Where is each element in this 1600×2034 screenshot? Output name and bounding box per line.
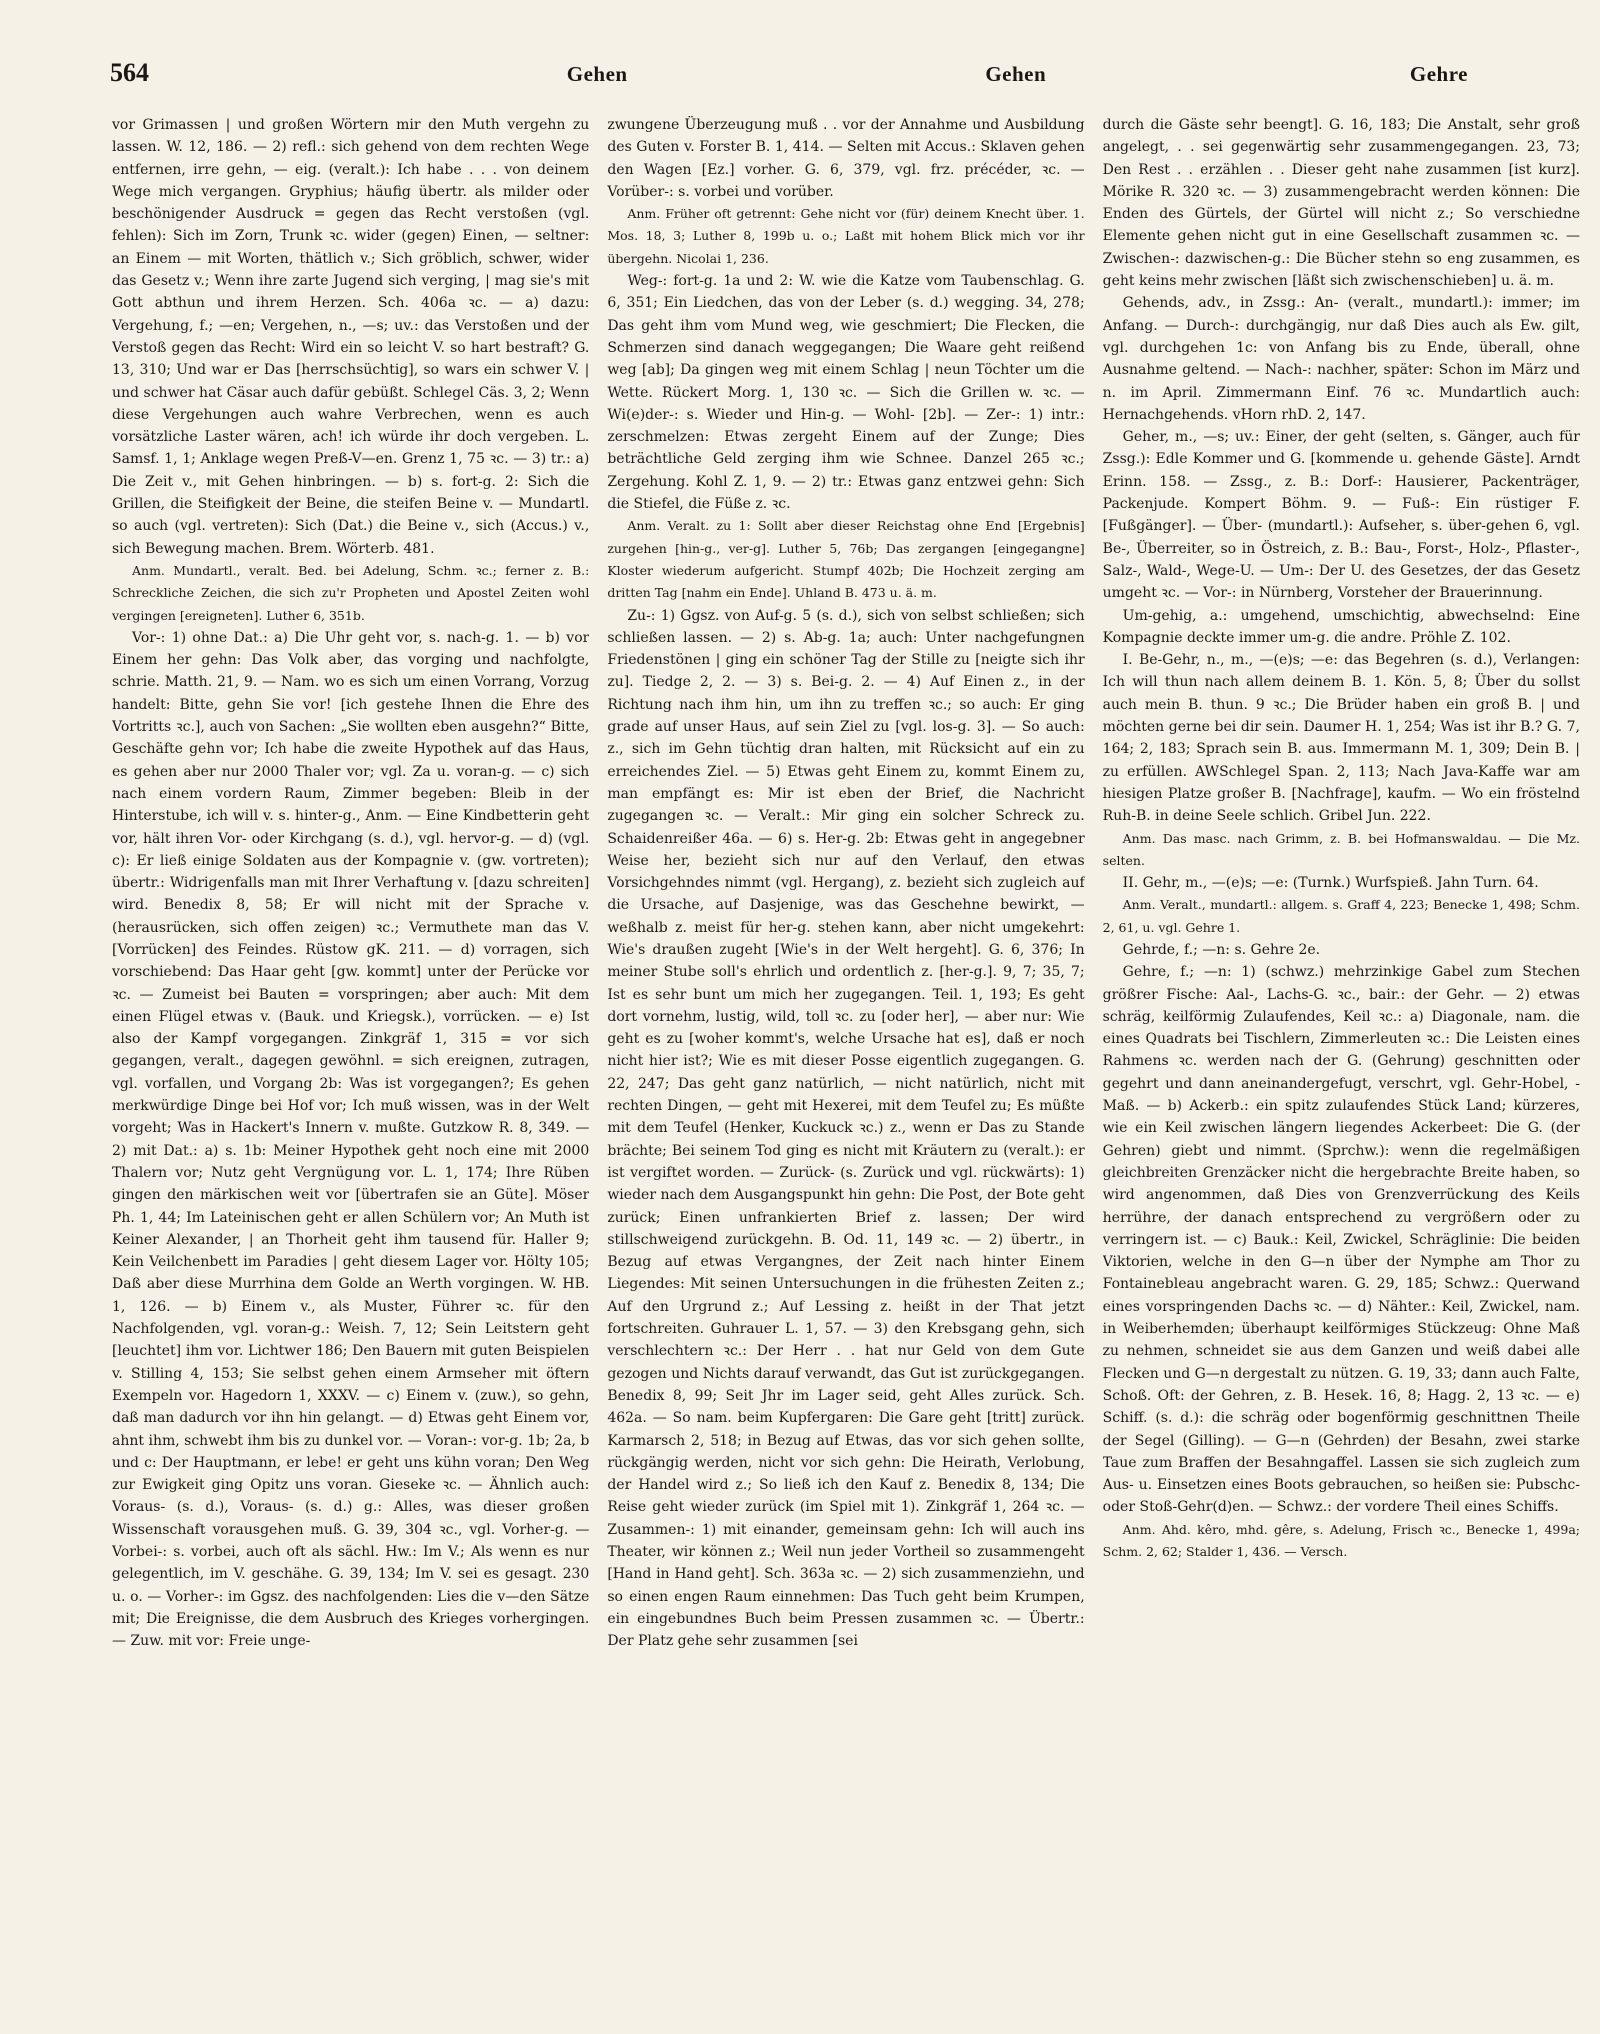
entry-paragraph: Weg-: fort-g. 1a und 2: W. wie die Katze vom Taubenschlag. G. 6, 351; Ein Liedchen, das von der Leber (s. d.) wegging. 34, 278; Das geht ihm vom Mund weg, wie geschmiert; Die Flecken, die Schmerzen sind danach weggegangen; Die Waare geht reißend weg [ab]; Da gingen weg mit einem Schlag | neun Töchter um die Wette. Rückert Morg. 1, 130 ꝛc. — Sich die Grillen w. ꝛc. — Wi(e)der-: s. Wieder und Hin-g. — Wohl- [2b]. — Zer-: 1) intr.: zerschmelzen: Etwas zergeht Einem auf der Zunge; Dies beträchtliche Geld zerging ihm wie Schnee. Danzel 265 ꝛc.; Zergehung. Kohl Z. 1, 9. — 2) tr.: Etwas ganz entzwei gehn: Sich die Stiefel, die Füße z. ꝛc. xyxy=(607,273,1085,513)
annotation-paragraph: Anm. Früher oft getrennt: Gehe nicht vor (für) deinem Knecht über. 1. Mos. 18, 3; Luther 8, 199b u. o.; Laßt mit hohem Blick mich vor ihr übergehn. Nicolai 1, 236. xyxy=(607,206,1085,266)
running-head-center: Gehen xyxy=(985,62,1047,86)
text-columns xyxy=(112,114,1580,2014)
entry-paragraph: Gehrde, f.; —n: s. Gehre 2e. xyxy=(1122,941,1321,958)
entry-paragraph: vor Grimassen | und großen Wörtern mir den Muth vergehn zu lassen. W. 12, 186. — 2) refl.: sich gehend von dem rechten Wege entfernen, irre gehn, — eig. (veralt.): Ich habe . . . von deinem Wege mich vergangen. Gryphius; häufig übertr. als milder oder beschönigender Ausdruck = gegen das Recht verstoßen (vgl. fehlen): Sich im Zorn, Trunk ꝛc. wider (gegen) Einen, — seltner: an Einem — mit Worten, thätlich v.; Sich gröblich, schwer, wider das Gesetz v.; Wenn ihre zarte Jugend sich verging, | mag sie's mit Gott abthun und ihrem Herzen. Sch. 406a ꝛc. — a) dazu: Vergehung, f.; —en; Vergehen, n., —s; uv.: das Verstoßen und der Verstoß gegen das Recht: Wird ein so leicht V. so hart bestraft? G. 13, 310; Und war er Das [herrschsüchtig], so wars ein schwer V. | und schwer hat Cäsar auch dafür gebüßt. Schlegel Cäs. 3, 2; Wenn diese Vergehungen auch wahre Verbrechen, wenn es auch vorsätzliche Laster wären, ach! ich würde ihr doch vergeben. L. Samsf. 1, 1; Anklage wegen Preß-V—en. Grenz 1, 75 ꝛc. — 3) tr.: a) Die Zeit v., mit Gehen hinbringen. — b) s. fort-g. 2: Sich die Grillen, die Steifigkeit der Beine, die steifen Beine v. — Mundartl. so auch (vgl. vertreten): Sich (Dat.) die Beine v., sich (Accus.) v., sich Bewegung machen. Brem. Wörterb. 481. xyxy=(112,117,590,557)
running-head-left: Gehen xyxy=(566,62,628,86)
column-left xyxy=(112,114,589,2014)
entry-paragraph: durch die Gäste sehr beengt]. G. 16, 183; Die Anstalt, sehr groß angelegt, . . sei gegenwärtig sehr zusammengegangen. 23, 73; Den Rest . . erzählen . . Dieser geht nahe zusammen [ist kurz]. Mörike R. 320 ꝛc. — 3) zusammengebracht werden können: Die Enden des Gürtels, der Gürtel will nicht z.; So verschiedne Elemente gehen nicht gut in eine Gesellschaft zusammen ꝛc. — Zwischen-: dazwischen-g.: Die Bücher stehn so eng zusammen, es geht keins mehr zwischen [läßt sich zwischenschieben] u. ä. m. xyxy=(1102,117,1580,290)
entry-paragraph: Zu-: 1) Ggsz. von Auf-g. 5 (s. d.), sich von selbst schließen; sich schließen lassen. — 2) s. Ab-g. 1a; auch: Unter nachgefungnen Friedenstönen | ging ein schöner Tag der Stille zu [neigte sich ihr zu]. Tiedge 2, 2. — 3) s. Bei-g. 2. — 4) Auf Einen z., in der Richtung nach ihm hin, um ihn zu treffen ꝛc.; so auch: Er ging grade auf unser Haus, auf sein Ziel zu [vgl. los-g. 3]. — So auch: z., sich im Gehn tüchtig dran halten, mit Rücksicht auf ein zu erreichendes Ziel. — 5) Etwas geht Einem zu, kommt Einem zu, man empfängt es: Mir ist eben der Brief, die Nachricht zugegangen ꝛc. — Veralt.: Mir ging ein solcher Schreck zu. Schaidenreißer 46a. — 6) s. Her-g. 2b: Etwas geht in angegebner Weise her, bezieht sich nur auf den Verlauf, den etwas Vorsichgehndes nimmt (vgl. Hergang), z. bezieht sich zugleich auf die Ursache, auf Dasjenige, was das Geschehne bewirkt, — weßhalb z. meist für her-g. stehen kann, aber nicht umgekehrt: Wie's draußen zugeht [Wie's in der Welt hergeht]. G. 6, 376; In meiner Stube soll's ehrlich und ordentlich z. [her-g.]. 9, 7; 35, 7; Ist es sehr bunt um mich her zugegangen. Teil. 1, 193; Es geht dort vornehm, lustig, wild, toll ꝛc. zu [oder her], — aber nur: Wie geht es zu [woher kommt's, welche Ursache hat es], daß er noch nicht hier ist?; Wie es mit dieser Posse eigentlich zugegangen. G. 22, 247; Das geht ganz natürlich, — nicht natürlich, nicht mit rechten Dingen, — geht mit Hexerei, mit dem Teufel zu; Es müßte mit dem Teufel (Henker, Kuckuck ꝛc.) z., wenn er Das zu Stande brächte; Bei seinem Tod ging es nicht mit Kräutern zu (veralt.): er ist vergiftet worden. — Zurück- (s. Zurück und vgl. rückwärts): 1) wieder nach dem Ausgangspunkt hin gehn: Die Post, der Bote geht zurück; Einen unfrankierten Brief z. lassen; Der wird stillschweigend zurückgehn. B. Od. 11, 149 ꝛc. — 2) übertr., in Bezug auf etwas Vergangnes, der Zeit nach hinter Einem Liegendes: Mit seinen Untersuchungen in die frühesten Zeiten z.; Auf den Urgrund z.; Auf Lessing z. heißt in der That jetzt fortschreiten. Guhrauer L. 1, 57. — 3) den Krebsgang gehn, sich verschlechtern ꝛc.: Der Herr . . hat nur Geld von dem Gute gezogen und Nichts darauf verwandt, das Gut ist zurückgegangen. Benedix 8, 99; Seit Jhr im Lager seid, geht Alles zurück. Sch. 462a. — So nam. beim Kupfergaren: Die Gare geht [tritt] zurück. Karmarsch 2, 518; in Bezug auf Etwas, das vor sich gehen sollte, rückgängig werden, nicht vor sich gehn: Die Heirath, Verlobung, der Handel wird z.; So ließ ich den Kauf z. Benedix 8, 134; Die Reise geht wieder zurück (im Spiel mit 1). Zinkgräf 1, 264 ꝛc. — Zusammen-: 1) mit einander, gemeinsam gehn: Ich will auch ins Theater, wir können z.; Weil nun jeder Vortheil so zusammengeht [Hand in Hand geht]. Sch. 363a ꝛc. — 2) sich zusammenziehn, und so einen engen Raum einnehmen: Das Tuch geht beim Krumpen, ein eingebundnes Buch beim Pressen zusammen ꝛc. — Übertr.: Der Platz gehe sehr zusammen [sei xyxy=(607,607,1085,1650)
entry-paragraph: Vor-: 1) ohne Dat.: a) Die Uhr geht vor, s. nach-g. 1. — b) vor Einem her gehn: Das Volk aber, das vorging und nachfolgte, schrie. Matth. 21, 9. — Nam. wo es sich um einen Vorrang, Vorzug handelt: Bitte, gehn Sie vor! [ich gestehe Ihnen die Ehre des Vortritts ꝛc.], auch von Sachen: „Sie wollten eben ausgehn?“ Bitte, Geschäfte gehn vor; Ich habe die zweite Hypothek auf das Haus, es gehen aber nur 2000 Thaler vor; vgl. Za u. voran-g. — c) sich nach einem vordern Raum, Zimmer begeben: Bleib in der Hinterstube, ich will v. s. hinter-g., Anm. — Eine Kindbetterin geht vor, hält ihren Vor- oder Kirchgang (s. d.), vgl. hervor-g. — d) (vgl. c): Er ließ einige Soldaten aus der Kompagnie v. (gw. vortreten); übertr.: Widrigenfalls man mit Ihrer Verhaftung v. [dazu schreiten] wird. Benedix 8, 58; Er will nicht mit der Sprache v. (herausrücken, sich offen zeigen) ꝛc.; Vermuthete man das V. [Vorrücken] des Feindes. Rüstow gK. 211. — d) vorragen, sich vorschiebend: Das Haar geht [gw. kommt] unter der Perücke vor ꝛc. — Zumeist bei Bauten = vorspringen; aber auch: Mit dem einen Flügel etwas v. (Bauk. und Kriegsk.), vorrücken. — e) Ist also der Kampf vorgegangen. Zinkgräf 1, 315 = vor sich gegangen, veralt., dagegen gewöhnl. = sich ereignen, zutragen, vgl. vorfallen, und Vorgang 2b: Was ist vorgegangen?; Es gehen merkwürdige Dinge bei Hof vor; Ich muß wissen, was in der Welt vorgeht; Was in Hackert's Innern v. mußte. Gutzkow R. 8, 349. — 2) mit Dat.: a) s. 1b: Meiner Hypothek geht noch eine mit 2000 Thalern vor; Nutz geht Vergnügung vor. L. 1, 174; Ihre Rüben gingen den märkischen weit vor [übertrafen sie an Güte]. Möser Ph. 1, 44; Im Lateinischen geht er allen Schülern vor; An Muth ist Keiner Alexander, | an Thorheit geht ihm tausend für. Haller 9; Kein Veilchenbett im Paradies | geht diesem Lager vor. Hölty 105; Daß aber diese Murrhina dem Golde an Werth vorgingen. W. HB. 1, 126. — b) Einem v., als Muster, Führer ꝛc. für den Nachfolgenden, vgl. voran-g.: Weish. 7, 12; Sein Leitstern geht [leuchtet] ihm vor. Lichtwer 186; Den Bauern mit guten Beispielen v. Stilling 4, 153; Sie selbst gehen einem Armseher mit öftern Exempeln vor. Hagedorn 1, XXXV. — c) Einem v. (zuw.), so gehn, daß man dadurch vor ihn hin gelangt. — d) Etwas geht Einem vor, ahnt ihm, schwebt ihm bis zu dunkel vor. — Voran-: vor-g. 1b; 2a, b und c: Der Hauptmann, er lebe! er geht uns kühn voran; Den Weg zur Ewigkeit ging Opitz uns voran. Gieseke ꝛc. — Ähnlich auch: Voraus- (s. d.), Voraus- (s. d.) g.: Alles, was dieser großen Wissenschaft vorausgehen muß. G. 39, 304 ꝛc., vgl. Vorher-g. — Vorbei-: s. vorbei, auch oft als sächl. Hw.: Im V.; Als wenn es nur gelegentlich, im V. geschähe. G. 39, 134; Im V. sei es gesagt. 230 u. o. — Vorher-: im Ggsz. des nachfolgenden: Lies die v—den Sätze mit; Die Ereignisse, die dem Ausbruch des Krieges vorhergingen. — Zuw. mit vor: Freie unge- xyxy=(112,629,590,1650)
page-header xyxy=(110,58,1578,98)
entry-paragraph: I. Be-Gehr, n., m., —(e)s; —e: das Begehren (s. d.), Verlangen: Ich will thun nach allem deinem B. 1. Kön. 5, 8; Über du sollst auch mein B. thun. 9 ꝛc.; Die Brüder haben ein groß B. | und möchten gerne bei dir sein. Daumer H. 1, 254; Was ist ihr B.? G. 7, 164; 2, 183; Sprach sein B. aus. Immermann M. 1, 309; Dein B. | zu erfüllen. AWSchlegel Span. 2, 113; Nach Java-Kaffe war am hiesigen Platze großer B. [Nachfrage], kaufm. — Wo ein fröstelnd Ruh-B. in deine Seele schlich. Gribel Jun. 222. xyxy=(1102,652,1580,825)
page-number: 564 xyxy=(110,58,149,87)
annotation-paragraph: Anm. Veralt. zu 1: Sollt aber dieser Reichstag ohne End [Ergebnis] zurgehen [hin-g., ver-g]. Luther 5, 76b; Das zergangen [eingegangne] Kloster wiederum aufgericht. Stumpf 402b; Die Hochzeit zerging am dritten Tag [nahm ein Ende]. Uhland B. 473 u. ä. m. xyxy=(607,518,1085,601)
column-right xyxy=(1103,114,1580,2014)
entry-paragraph: II. Gehr, m., —(e)s; —e: (Turnk.) Wurfspieß. Jahn Turn. 64. xyxy=(1122,875,1539,892)
annotation-paragraph: Anm. Ahd. kêro, mhd. gêre, s. Adelung, Frisch ꝛc., Benecke 1, 499a; Schm. 2, 62; Stalder 1, 436. — Versch. xyxy=(1102,1521,1580,1559)
entry-paragraph: Geher, m., —s; uv.: Einer, der geht (selten, s. Gänger, auch für Zssg.): Edle Kommer und G. [kommende u. gehende Gäste]. Arndt Erinn. 158. — Zssg., z. B.: Dorf-: Hausierer, Packenträger, Packenjude. Kompert Böhm. 9. — Fuß-: Ein rüstiger F. [Fußgänger]. — Über- (mundartl.): Aufseher, s. über-gehen 6, vgl. Be-, Überreiter, so in Östreich, z. B.: Bau-, Forst-, Holz-, Pflaster-, Salz-, Wald-, Wege-U. — Um-: Der U. des Gesetzes, der das Gesetz umgeht ꝛc. — Vor-: in Nürnberg, Vorsteher der Brauerinnung. xyxy=(1102,429,1580,602)
running-head-right: Gehre xyxy=(1409,62,1468,86)
entry-paragraph: Gehre, f.; —n: 1) (schwz.) mehrzinkige Gabel zum Stechen größrer Fische: Aal-, Lachs-G. ꝛc., bair.: der Gehr. — 2) etwas schräg, keilförmig Zulaufendes, Keil ꝛc.: a) Diagonale, nam. die eines Quadrats bei Tischlern, Zimmerleuten ꝛc.: Die Leisten eines Rahmens ꝛc. werden nach der G. (Gehrung) geschnitten oder gegehrt und dann aneinandergefugt, verschrt, vgl. Gehr-Hobel, -Maß. — b) Ackerb.: ein spitz zulaufendes Stück Land; kürzeres, wie ein Keil zwischen längern liegendes Ackerbeet: Die G. (der Gehren) giebt und nimmt. (Sprchw.): wenn die regelmäßigen gleichbreiten Grenzäcker nicht die hergebrachte Breite haben, so wird angenommen, daß Dies von Grenzverrückung des Keils herrühre, der danach entsprechend zu vergrößern oder zu verringern ist. — c) Bauk.: Keil, Zwickel, Schräglinie: Die beiden Viktorien, welche in den G—n über der Nymphe am Thor zu Fontainebleau angebracht waren. G. 29, 185; Schwz.: Querwand eines vorspringenden Dachs ꝛc. — d) Nähter.: Keil, Zwickel, nam. in Weiberhemden; überhaupt keilförmiges Stückzeug: Ohne Maß zu nehmen, schneidet sie aus dem Ganzen und weiß dabei alle Flecken und G—n dergestalt zu nützen. G. 19, 33; dann auch Falte, Schoß. Oft: der Gehren, z. B. Hesek. 16, 8; Hagg. 2, 13 ꝛc. — e) Schiff. (s. d.): die schräg oder bogenförmig geschnittnen Theile der Segel (Gilling). — G—n (Gehrden) der Besahn, zwei starke Taue zum Braffen der Besahngaffel. Lassen sie sich zugleich zum Aus- u. Einsetzen eines Boots gebrauchen, so heißen sie: Pubschc- oder Stoß-Gehr(d)en. — Schwz.: der vordere Theil eines Schiffs. xyxy=(1102,964,1580,1516)
annotation-paragraph: Anm. Mundartl., veralt. Bed. bei Adelung, Schm. ꝛc.; ferner z. B.: Schreckliche Zeichen, die sich zu'r Propheten und Apostel Zeiten wohl vergingen [ereigneten]. Luther 6, 351b. xyxy=(112,562,590,623)
entry-paragraph: Um-gehig, a.: umgehend, umschichtig, abwechselnd: Eine Kompagnie deckte immer um-g. die andre. Pröhle Z. 102. xyxy=(1102,607,1580,646)
entry-paragraph: Gehends, adv., in Zssg.: An- (veralt., mundartl.): immer; im Anfang. — Durch-: durchgängig, nur daß Dies auch als Ew. gilt, vgl. durchgehen 1c: von Anfang bis zu Ende, überall, ohne Ausnahme geltend. — Nach-: nachher, später: Schon im März und n. im April. Zimmermann Einf. 76 ꝛc. Mundartlich auch: Hernachgehends. vHorn rhD. 2, 147. xyxy=(1102,295,1580,423)
column-middle xyxy=(607,114,1084,2014)
annotation-paragraph: Anm. Veralt., mundartl.: allgem. s. Graff 4, 223; Benecke 1, 498; Schm. 2, 61, u. vgl. Gehre 1. xyxy=(1102,897,1580,935)
entry-paragraph: zwungene Überzeugung muß . . vor der Annahme und Ausbildung des Guten v. Forster B. 1, 414. — Selten mit Accus.: Sklaven gehen den Wagen [Ez.] vorher. G. 6, 379, vgl. frz. précéder, ꝛc. — Vorüber-: s. vorbei und vorüber. xyxy=(607,117,1085,200)
annotation-paragraph: Anm. Das masc. nach Grimm, z. B. bei Hofmanswaldau. — Die Mz. selten. xyxy=(1102,830,1580,868)
